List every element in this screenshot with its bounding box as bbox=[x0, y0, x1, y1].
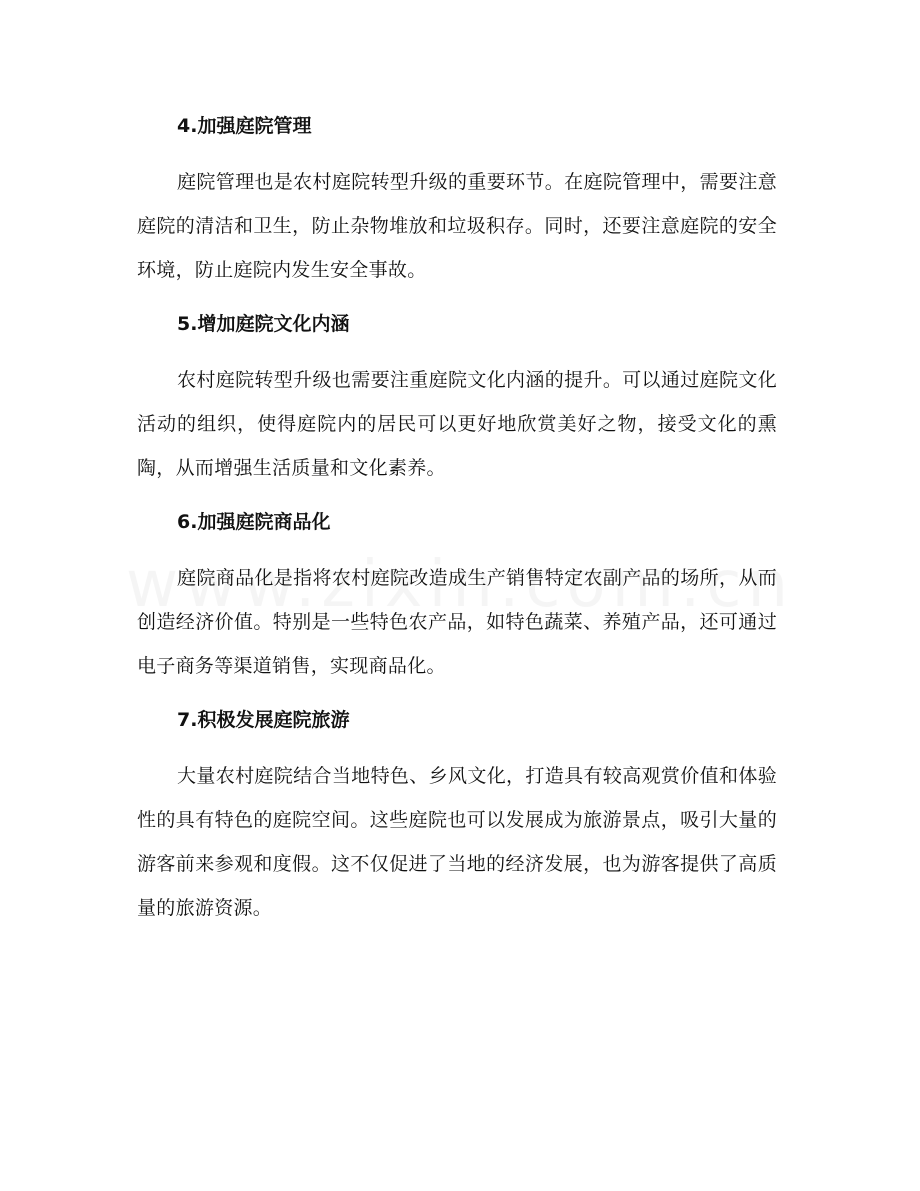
section-paragraph: 庭院管理也是农村庭院转型升级的重要环节。在庭院管理中，需要注意庭院的清洁和卫生，防止杂物堆放和垃圾积存。同时，还要注意庭院的安全环境，防止庭院内发生安全事故。 bbox=[137, 171, 777, 281]
section-paragraph: 庭院商品化是指将农村庭院改造成生产销售特定农副产品的场所，从而创造经济价值。特别是一些特色农产品，如特色蔬菜、养殖产品，还可通过电子商务等渠道销售，实现商品化。 bbox=[137, 567, 777, 677]
section-7 bbox=[137, 698, 777, 930]
section-heading: 6.加强庭院商品化 bbox=[177, 511, 331, 533]
section-heading: 5.增加庭院文化内涵 bbox=[177, 313, 350, 335]
section-paragraph: 大量农村庭院结合当地特色、乡风文化，打造具有较高观赏价值和体验性的具有特色的庭院空间。这些庭院也可以发展成为旅游景点，吸引大量的游客前来参观和度假。这不仅促进了当地的经济发展，也为游客提供了高质量的旅游资源。 bbox=[137, 765, 777, 919]
section-5 bbox=[137, 302, 777, 490]
section-heading: 7.积极发展庭院旅游 bbox=[177, 709, 350, 731]
section-4 bbox=[137, 104, 777, 292]
section-6 bbox=[137, 500, 777, 688]
document-page bbox=[137, 104, 777, 940]
section-paragraph: 农村庭院转型升级也需要注重庭院文化内涵的提升。可以通过庭院文化活动的组织，使得庭院内的居民可以更好地欣赏美好之物，接受文化的熏陶，从而增强生活质量和文化素养。 bbox=[137, 369, 777, 479]
section-heading: 4.加强庭院管理 bbox=[177, 115, 312, 137]
